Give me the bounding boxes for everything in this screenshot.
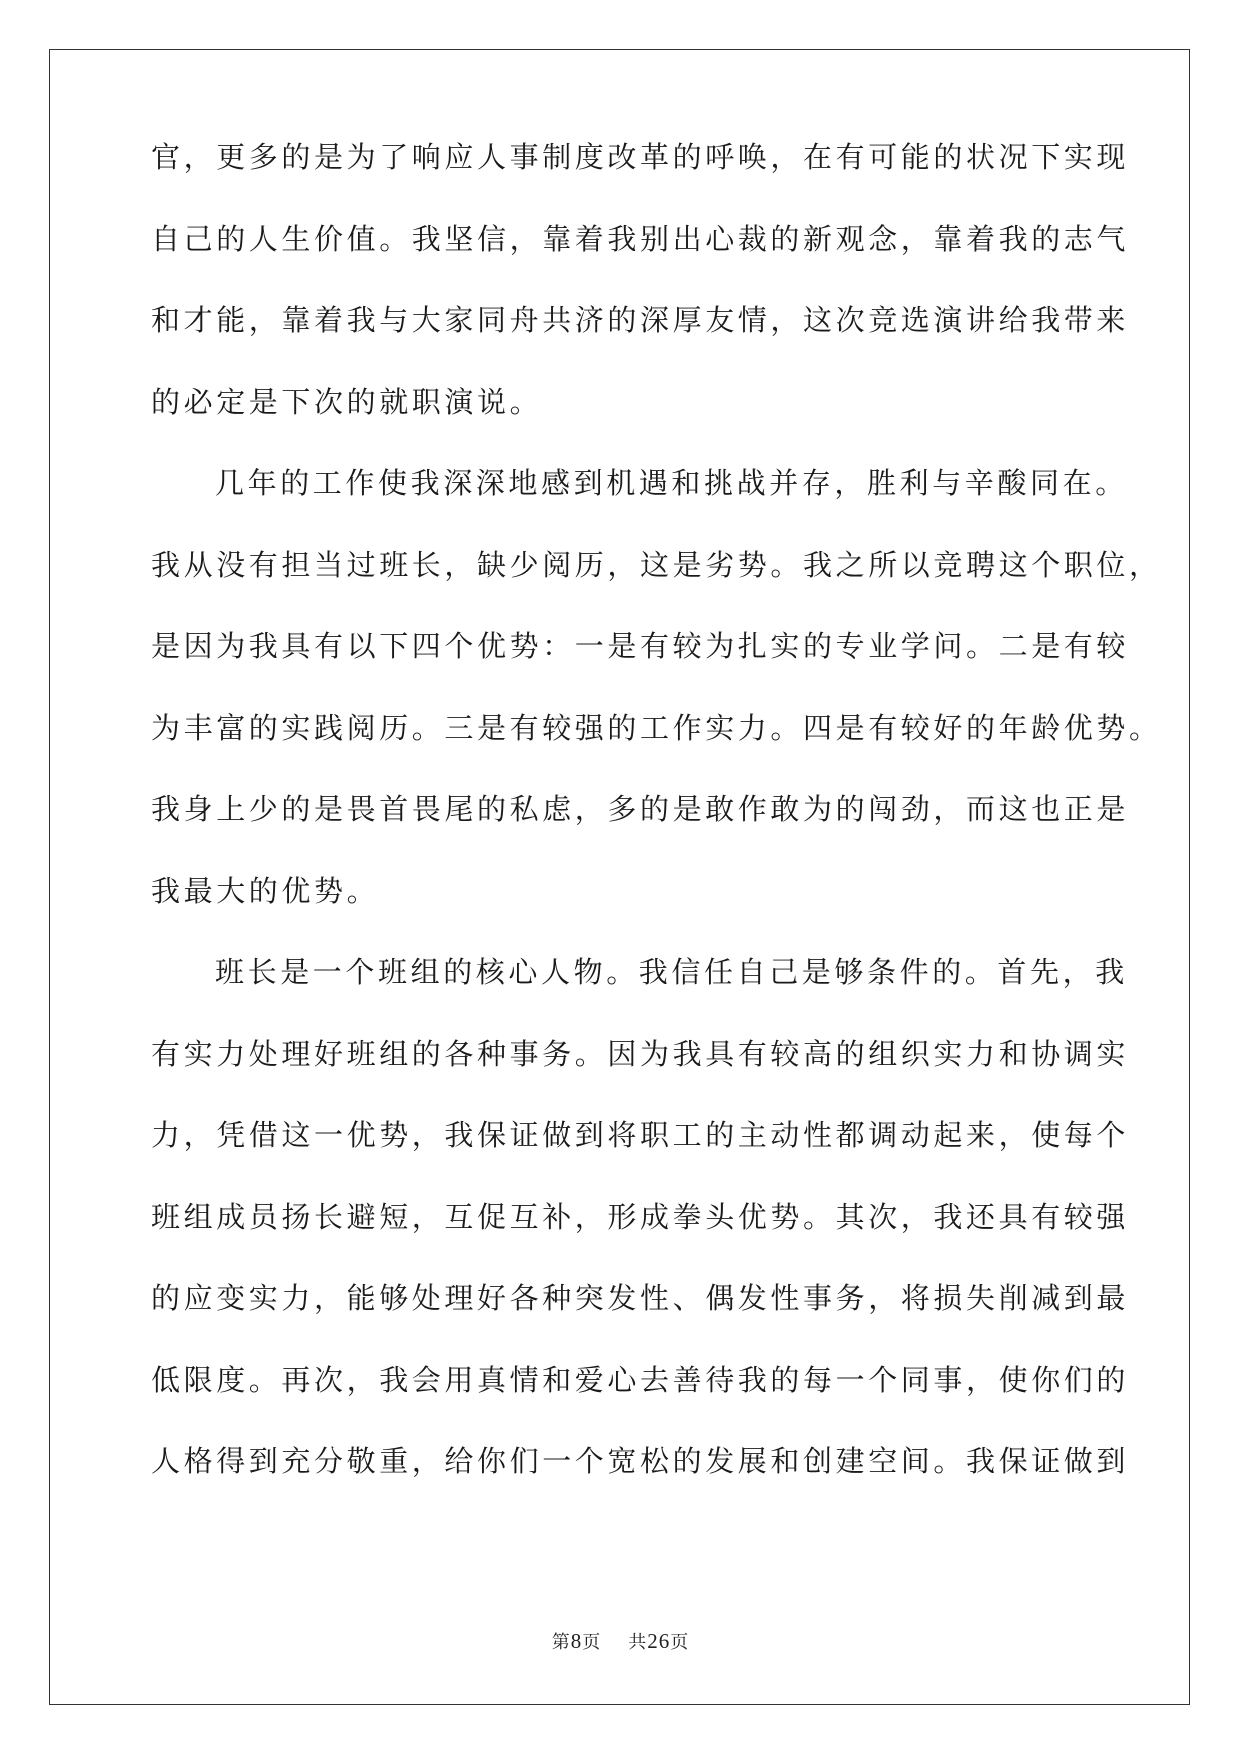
page-prefix: 第 bbox=[551, 1632, 571, 1653]
text-line bbox=[151, 1095, 1130, 1177]
total-pages: 26 bbox=[647, 1629, 671, 1653]
page-suffix: 页 bbox=[582, 1632, 602, 1653]
text-line-content: 为丰富的实践阅历。三是有较强的工作实力。四是有较好的年龄优势。 bbox=[151, 710, 1162, 745]
text-line-content: 班长是一个班组的核心人物。我信任自己是够条件的。首先，我 bbox=[215, 955, 1128, 989]
text-line bbox=[151, 1340, 1130, 1422]
text-line-content: 自己的人生价值。我坚信，靠着我别出心裁的新观念，靠着我的志气 bbox=[151, 221, 1130, 256]
text-line-content: 的必定是下次的就职演说。 bbox=[151, 384, 543, 419]
paragraph-start-line bbox=[151, 932, 1128, 1014]
text-line bbox=[151, 525, 1162, 607]
text-line bbox=[151, 1014, 1130, 1096]
text-line-content: 的应变实力，能够处理好各种突发性、偶发性事务，将损失削减到最 bbox=[151, 1281, 1130, 1315]
text-line bbox=[151, 851, 1101, 933]
document-body bbox=[151, 140, 1162, 1503]
text-line bbox=[151, 199, 1130, 281]
text-line-content: 是因为我具有以下四个优势：一是有较为扎实的专业学问。二是有较 bbox=[151, 629, 1130, 663]
text-line-content: 有实力处理好班组的各种事务。因为我具有较高的组织实力和协调实 bbox=[151, 1036, 1130, 1071]
text-line-content: 我从没有担当过班长，缺少阅历，这是劣势。我之所以竞聘这个职位， bbox=[151, 547, 1162, 582]
text-line bbox=[151, 688, 1162, 770]
paragraph-start-line bbox=[151, 443, 1128, 525]
text-line bbox=[151, 362, 1101, 444]
text-line-content: 班组成员扬长避短，互促互补，形成拳头优势。其次，我还具有较强 bbox=[151, 1199, 1130, 1234]
text-line-content: 我身上少的是畏首畏尾的私虑，多的是敢作敢为的闯劲，而这也正是 bbox=[151, 792, 1130, 826]
text-line bbox=[151, 769, 1130, 851]
text-line-content: 低限度。再次，我会用真情和爱心去善待我的每一个同事，使你们的 bbox=[151, 1362, 1130, 1397]
text-line bbox=[151, 280, 1130, 362]
text-line-content: 我最大的优势。 bbox=[151, 873, 380, 908]
total-suffix: 页 bbox=[670, 1632, 690, 1653]
text-line bbox=[151, 1421, 1130, 1503]
text-line-content: 和才能，靠着我与大家同舟共济的深厚友情，这次竞选演讲给我带来 bbox=[151, 303, 1130, 337]
total-prefix: 共 bbox=[628, 1632, 648, 1653]
page-footer bbox=[0, 1628, 1241, 1654]
text-line bbox=[151, 117, 1130, 199]
text-line-content: 几年的工作使我深深地感到机遇和挑战并存，胜利与辛酸同在。 bbox=[215, 466, 1128, 500]
text-line-content: 力，凭借这一优势，我保证做到将职工的主动性都调动起来，使每个 bbox=[151, 1118, 1130, 1152]
text-line-content: 人格得到充分敬重，给你们一个宽松的发展和创建空间。我保证做到 bbox=[151, 1444, 1130, 1478]
text-line bbox=[151, 606, 1130, 688]
page-number: 8 bbox=[570, 1629, 583, 1653]
text-line-content: 官，更多的是为了响应人事制度改革的呼唤，在有可能的状况下实现 bbox=[151, 140, 1130, 174]
text-line bbox=[151, 1258, 1130, 1340]
text-line bbox=[151, 1177, 1130, 1259]
